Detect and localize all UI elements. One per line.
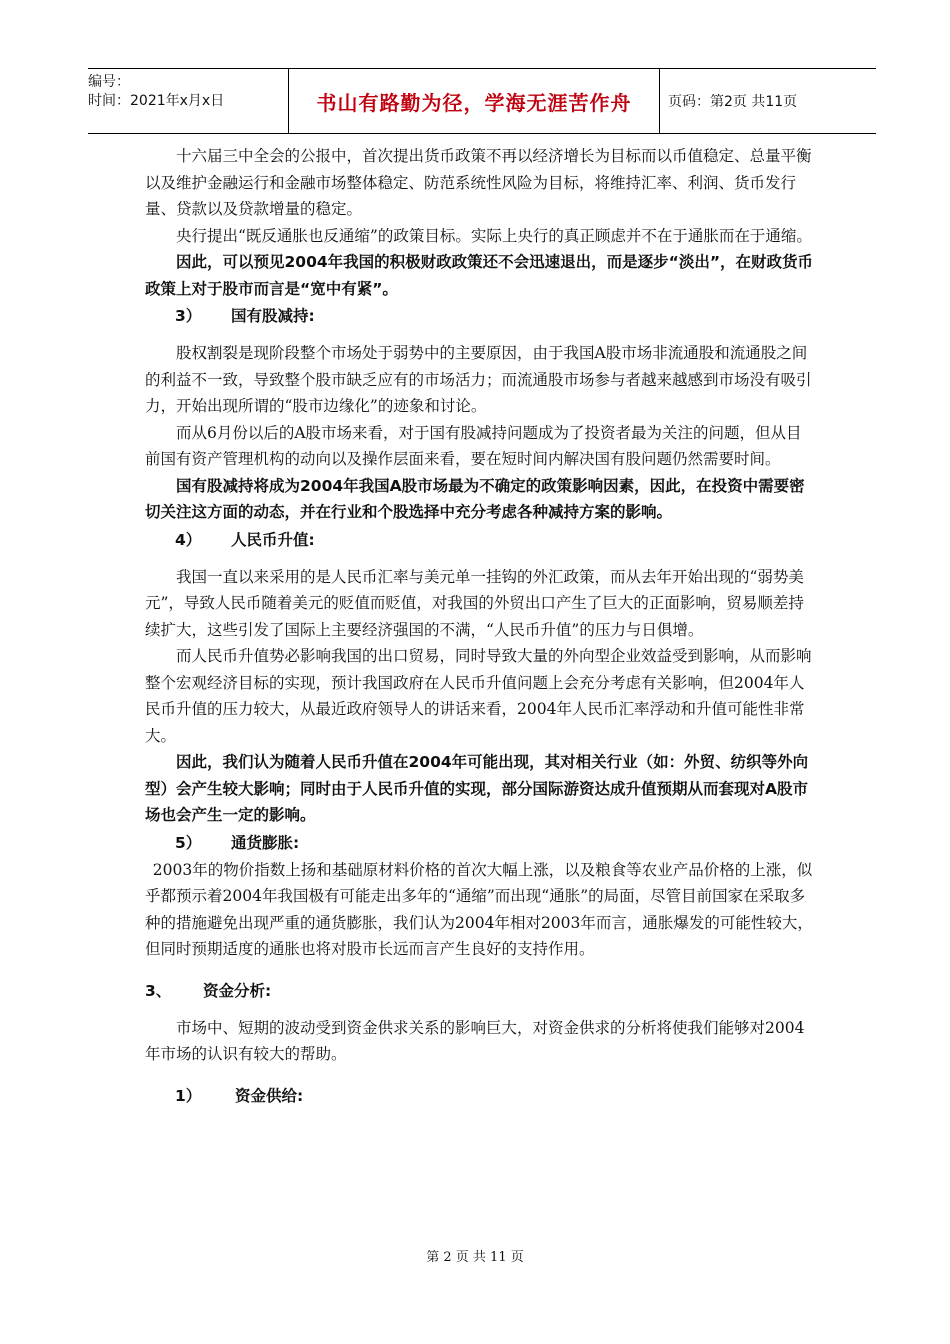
- section-number: 5）: [175, 833, 202, 852]
- page-footer: 第 2 页 共 11 页: [426, 1250, 524, 1265]
- paragraph: 市场中、短期的波动受到资金供求关系的影响巨大，对资金供求的分析将使我们能够对2004年市场的认识有较大的帮助。: [145, 1018, 805, 1063]
- paragraph: 我国一直以来采用的是人民币汇率与美元单一挂钩的外汇政策，而从去年开始出现的“弱势美元”，导致人民币随着美元的贬值而贬值，对我国的外贸出口产生了巨大的正面影响，贸易顺差持续扩大，这些引发了国际上主要经济强国的不满，“人民币升值”的压力与日俱增。: [145, 567, 804, 639]
- header-meta: [88, 69, 288, 133]
- section-heading: [145, 302, 815, 330]
- section-heading: [145, 829, 815, 857]
- serial-label: 编号：: [88, 74, 130, 90]
- bold-paragraph: 因此，可以预见2004年我国的积极财政政策还不会迅速退出，而是逐步“淡出”，在财政货币政策上对于股市而言是“宽中有紧”。: [145, 253, 814, 298]
- section-number: 4）: [175, 530, 202, 549]
- header-page-label: 页码：第2页 共11页: [668, 94, 798, 110]
- paragraph: 而从6月份以后的A股市场来看，对于国有股减持问题成为了投资者最为关注的问题，但从目前国有资产管理机构的动向以及操作层面来看，要在短时间内解决国有股问题仍然需要时间。: [145, 423, 802, 468]
- section-title: 资金分析:: [203, 981, 272, 1000]
- page-header: [88, 68, 876, 134]
- document-body: [145, 143, 815, 1110]
- section-number: 3、: [145, 981, 172, 1000]
- paragraph: 而人民币升值势必影响我国的出口贸易，同时导致大量的外向型企业效益受到影响，从而影响整个宏观经济目标的实现，预计我国政府在人民币升值问题上会充分考虑有关影响，但2004年人民币升值的压力较大，从最近政府领导人的讲话来看，2004年人民币汇率浮动和升值可能性非常大。: [145, 647, 812, 745]
- section-heading: [145, 526, 815, 554]
- section-number: 3）: [175, 307, 202, 325]
- paragraph: 股权割裂是现阶段整个市场处于弱势中的主要原因，由于我国A股市场非流通股和流通股之间的利益不一致，导致整个股市缺乏应有的市场活力；而流通股市场参与者越来越感到市场没有吸引力，开始出现所谓的“股市边缘化”的迹象和讨论。: [145, 344, 812, 415]
- section-title: 国有股减持:: [231, 307, 315, 325]
- section-title: 资金供给:: [235, 1086, 304, 1105]
- section-number: 1）: [175, 1086, 202, 1105]
- time-label: 时间：2021年x月x日: [88, 93, 225, 109]
- section-heading: [145, 977, 815, 1005]
- paragraph: 央行提出“既反通胀也反通缩”的政策目标。实际上央行的真正顾虑并不在于通胀而在于通缩。: [176, 226, 812, 245]
- bold-paragraph: 国有股减持将成为2004年我国A股市场最为不确定的政策影响因素，因此，在投资中需要密切关注这方面的动态，并在行业和个股选择中充分考虑各种减持方案的影响。: [145, 476, 805, 521]
- section-heading: [145, 1082, 815, 1110]
- paragraph: 2003年的物价指数上扬和基础原材料价格的首次大幅上涨，以及粮食等农业产品价格的上涨，似乎都预示着2004年我国极有可能走出多年的“通缩”而出现“通胀”的局面，尽管目前国家在采取多种的措施避免出现严重的通货膨胀，我们认为2004年相对2003年而言，通胀爆发的可能性较大，但同时预期适度的通胀也将对股市长远而言产生良好的支持作用。: [145, 860, 813, 958]
- section-title: 通货膨胀:: [231, 833, 300, 852]
- paragraph: 十六届三中全会的公报中，首次提出货币政策不再以经济增长为目标而以币值稳定、总量平衡以及维护金融运行和金融市场整体稳定、防范系统性风险为目标，将维持汇率、利润、货币发行量、贷款以及贷款增量的稳定。: [145, 147, 812, 218]
- header-motto: 书山有路勤为径，学海无涯苦作舟: [288, 69, 660, 133]
- section-title: 人民币升值:: [231, 530, 315, 549]
- bold-paragraph: 因此，我们认为随着人民币升值在2004年可能出现，其对相关行业（如：外贸、纺织等外向型）会产生较大影响；同时由于人民币升值的实现，部分国际游资达成升值预期从而套现对A股市场也会产生一定的影响。: [145, 753, 809, 824]
